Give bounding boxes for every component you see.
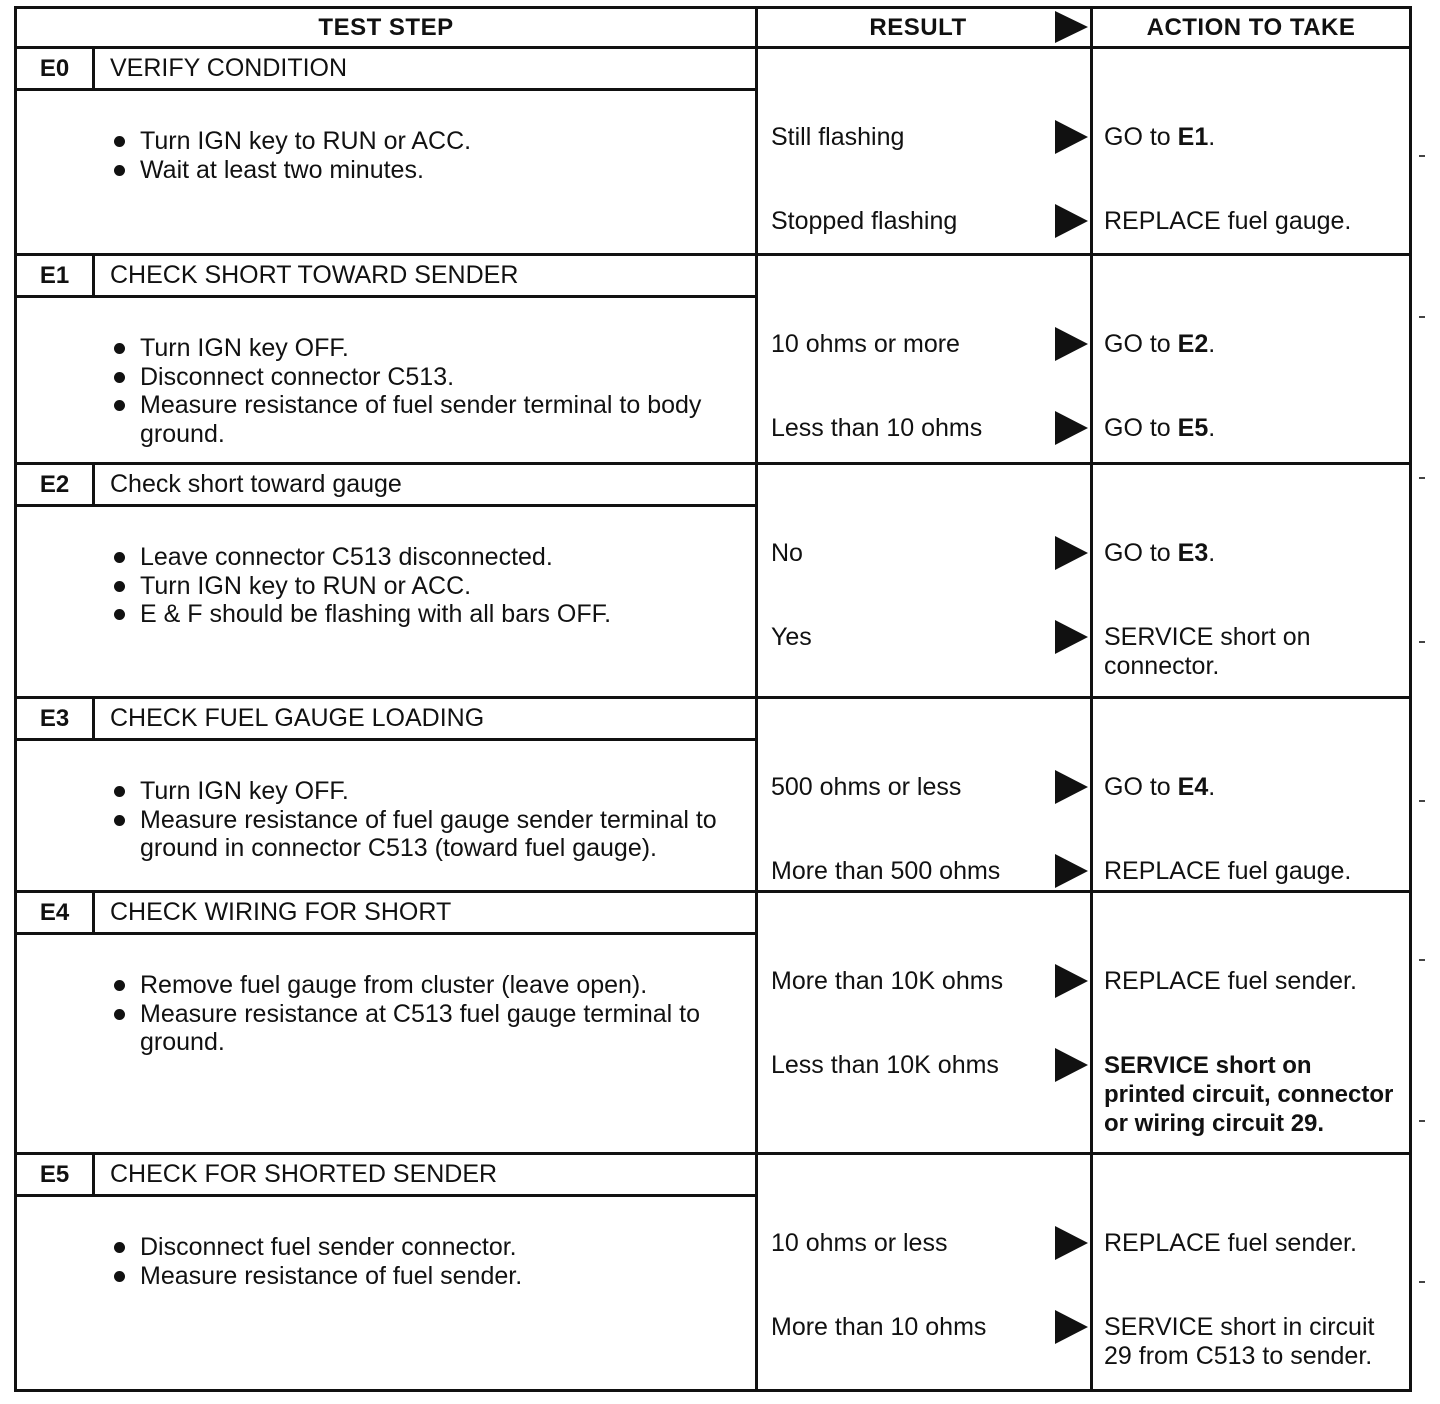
- step-title: Check short toward gauge: [110, 470, 402, 498]
- action-text: SERVICE short in circuit 29 from C513 to sender.: [1104, 1312, 1375, 1370]
- action-text: REPLACE fuel sender.: [1104, 1228, 1357, 1257]
- action-end: .: [1208, 538, 1216, 567]
- action-text: SERVICE short on printed circuit, connector or wiring circuit 29.: [1104, 1051, 1394, 1137]
- action-end: .: [1208, 413, 1216, 442]
- action-verb: GO to: [1104, 122, 1171, 151]
- action-text: SERVICE short on connector.: [1104, 622, 1311, 680]
- result-text: Less than 10 ohms: [771, 414, 983, 442]
- diagnostic-table: [14, 6, 1412, 1392]
- instruction-item: Leave connector C513 disconnected.: [114, 543, 611, 572]
- arrow-right-icon: [1055, 1226, 1088, 1260]
- instruction-list: [114, 127, 471, 184]
- arrow-right-icon: [1055, 770, 1088, 804]
- action-end: .: [1208, 329, 1216, 358]
- margin-tick: [1419, 800, 1425, 802]
- step-title: CHECK FOR SHORTED SENDER: [110, 1160, 498, 1188]
- step-title-bar: [17, 49, 755, 91]
- step-title-bar: [17, 1155, 755, 1197]
- instruction-list: [114, 543, 611, 629]
- instruction-item: Disconnect fuel sender connector.: [114, 1233, 522, 1262]
- arrow-right-icon: [1055, 120, 1088, 154]
- result-text: More than 10K ohms: [771, 967, 1004, 995]
- step-reference: E4: [1177, 772, 1209, 801]
- step-e0: [17, 46, 1409, 253]
- header-result: RESULT: [869, 14, 967, 41]
- step-e1: [17, 253, 1409, 462]
- action-verb: GO to: [1104, 413, 1171, 442]
- action-verb: GO to: [1104, 329, 1171, 358]
- step-id: E5: [17, 1155, 95, 1194]
- arrow-right-icon: [1055, 1310, 1088, 1344]
- result-text: More than 500 ohms: [771, 857, 1001, 885]
- action-text: [1104, 330, 1215, 359]
- step-reference: E5: [1177, 413, 1209, 442]
- arrow-right-icon: [1055, 411, 1088, 445]
- margin-tick: [1419, 316, 1425, 318]
- instruction-item: Measure resistance of fuel sender terminal to body ground.: [114, 391, 701, 448]
- arrow-right-icon: [1055, 620, 1088, 654]
- arrow-right-icon: [1055, 327, 1088, 361]
- step-reference: E3: [1177, 538, 1209, 567]
- margin-tick: [1419, 1120, 1425, 1122]
- arrow-right-icon: [1055, 1048, 1088, 1082]
- action-end: .: [1208, 122, 1216, 151]
- action-text: [1104, 414, 1215, 443]
- header-action: ACTION TO TAKE: [1146, 14, 1356, 41]
- step-e3: [17, 696, 1409, 890]
- step-title: CHECK FUEL GAUGE LOADING: [110, 704, 485, 732]
- arrow-right-icon: [1055, 11, 1088, 43]
- step-title-bar: [17, 893, 755, 935]
- instruction-item: Wait at least two minutes.: [114, 156, 471, 185]
- action-verb: GO to: [1104, 538, 1171, 567]
- action-text: REPLACE fuel gauge.: [1104, 206, 1352, 235]
- instruction-item: E & F should be flashing with all bars OFF.: [114, 600, 611, 629]
- action-text: REPLACE fuel gauge.: [1104, 856, 1352, 885]
- step-id: E3: [17, 699, 95, 738]
- margin-tick: [1419, 155, 1425, 157]
- instruction-item: Turn IGN key OFF.: [114, 334, 701, 363]
- result-text: 500 ohms or less: [771, 773, 962, 801]
- action-text: [1104, 123, 1215, 152]
- instruction-item: Remove fuel gauge from cluster (leave open).: [114, 971, 700, 1000]
- arrow-right-icon: [1055, 964, 1088, 998]
- step-id: E4: [17, 893, 95, 932]
- result-text: Still flashing: [771, 123, 905, 151]
- table-header: [17, 9, 1409, 46]
- instruction-item: Turn IGN key to RUN or ACC.: [114, 127, 471, 156]
- margin-tick: [1419, 641, 1425, 643]
- result-text: 10 ohms or less: [771, 1229, 948, 1257]
- instruction-item: Turn IGN key to RUN or ACC.: [114, 572, 611, 601]
- result-text: Stopped flashing: [771, 207, 958, 235]
- instruction-item: Measure resistance at C513 fuel gauge terminal to ground.: [114, 1000, 700, 1057]
- step-id: E1: [17, 256, 95, 295]
- instruction-list: [114, 971, 700, 1057]
- instruction-list: [114, 1233, 522, 1290]
- step-title: CHECK WIRING FOR SHORT: [110, 898, 452, 926]
- action-end: .: [1208, 772, 1216, 801]
- result-text: Yes: [771, 623, 812, 651]
- step-title-bar: [17, 699, 755, 741]
- step-id: E2: [17, 465, 95, 504]
- arrow-right-icon: [1055, 536, 1088, 570]
- instruction-item: Measure resistance of fuel gauge sender terminal to ground in connector C513 (toward fuel gauge).: [114, 806, 717, 863]
- result-text: No: [771, 539, 803, 567]
- result-text: More than 10 ohms: [771, 1313, 987, 1341]
- step-e2: [17, 462, 1409, 696]
- step-e4: [17, 890, 1409, 1152]
- margin-tick: [1419, 959, 1425, 961]
- step-title-bar: [17, 256, 755, 298]
- header-test-step: TEST STEP: [318, 14, 454, 41]
- step-reference: E2: [1177, 329, 1209, 358]
- step-title: VERIFY CONDITION: [110, 54, 348, 82]
- margin-tick: [1419, 477, 1425, 479]
- result-text: 10 ohms or more: [771, 330, 960, 358]
- step-title: CHECK SHORT TOWARD SENDER: [110, 261, 519, 289]
- action-text: [1104, 539, 1215, 568]
- step-title-bar: [17, 465, 755, 507]
- arrow-right-icon: [1055, 854, 1088, 888]
- action-text: REPLACE fuel sender.: [1104, 966, 1357, 995]
- action-verb: GO to: [1104, 772, 1171, 801]
- step-reference: E1: [1177, 122, 1209, 151]
- action-text: [1104, 773, 1215, 802]
- instruction-list: [114, 777, 717, 863]
- step-e5: [17, 1152, 1409, 1389]
- instruction-item: Turn IGN key OFF.: [114, 777, 717, 806]
- instruction-list: [114, 334, 701, 448]
- arrow-right-icon: [1055, 204, 1088, 238]
- instruction-item: Disconnect connector C513.: [114, 363, 701, 392]
- result-text: Less than 10K ohms: [771, 1051, 999, 1079]
- margin-tick: [1419, 1281, 1425, 1283]
- instruction-item: Measure resistance of fuel sender.: [114, 1262, 522, 1291]
- step-id: E0: [17, 49, 95, 88]
